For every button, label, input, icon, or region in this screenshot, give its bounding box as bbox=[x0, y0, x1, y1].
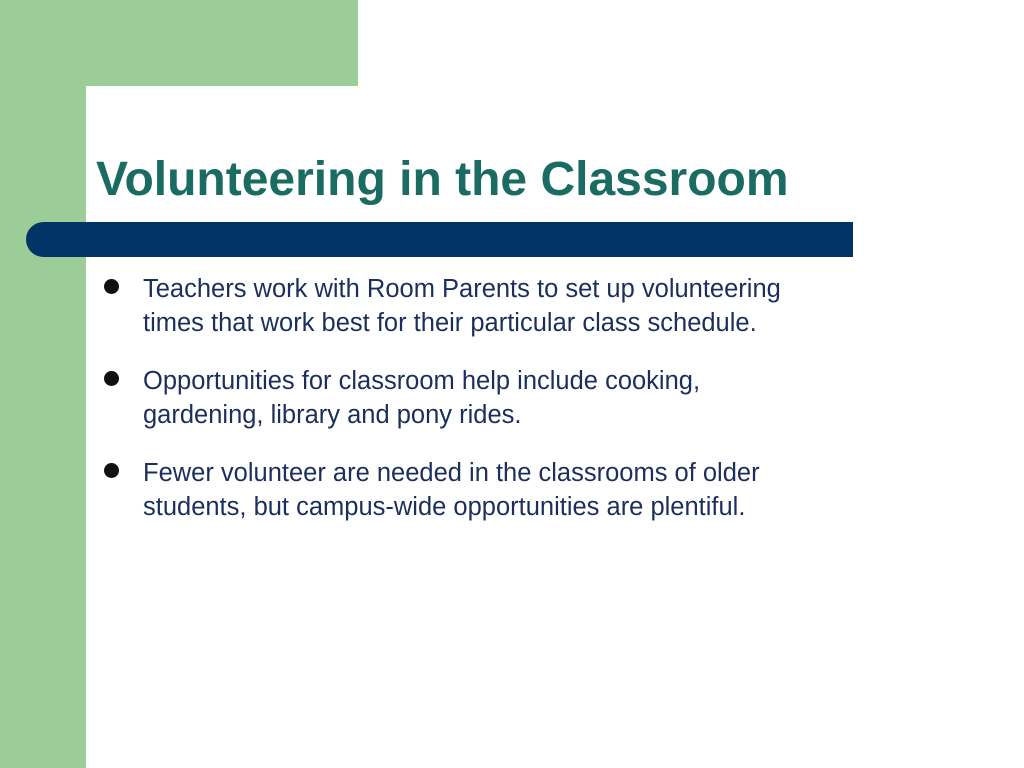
bullet-item-2 bbox=[104, 364, 824, 432]
slide-title: Volunteering in the Classroom bbox=[96, 153, 789, 206]
bullet-text-2: Opportunities for classroom help include cooking, gardening, library and pony rides. bbox=[143, 367, 701, 429]
bullet-dot-icon bbox=[104, 371, 119, 386]
bullet-text-1: Teachers work with Room Parents to set up volunteering times that work best for their particular class schedule. bbox=[143, 275, 781, 337]
bullet-dot-icon bbox=[104, 463, 119, 478]
bullet-item-3 bbox=[104, 456, 824, 524]
decorative-green-topbar bbox=[0, 0, 358, 86]
bullet-item-1 bbox=[104, 272, 824, 340]
bullet-list bbox=[104, 272, 824, 548]
title-underline-bar bbox=[26, 222, 853, 257]
bullet-text-3: Fewer volunteer are needed in the classrooms of older students, but campus-wide opportunities are plentiful. bbox=[143, 459, 760, 521]
bullet-dot-icon bbox=[104, 279, 119, 294]
decorative-green-sidebar bbox=[0, 0, 86, 768]
